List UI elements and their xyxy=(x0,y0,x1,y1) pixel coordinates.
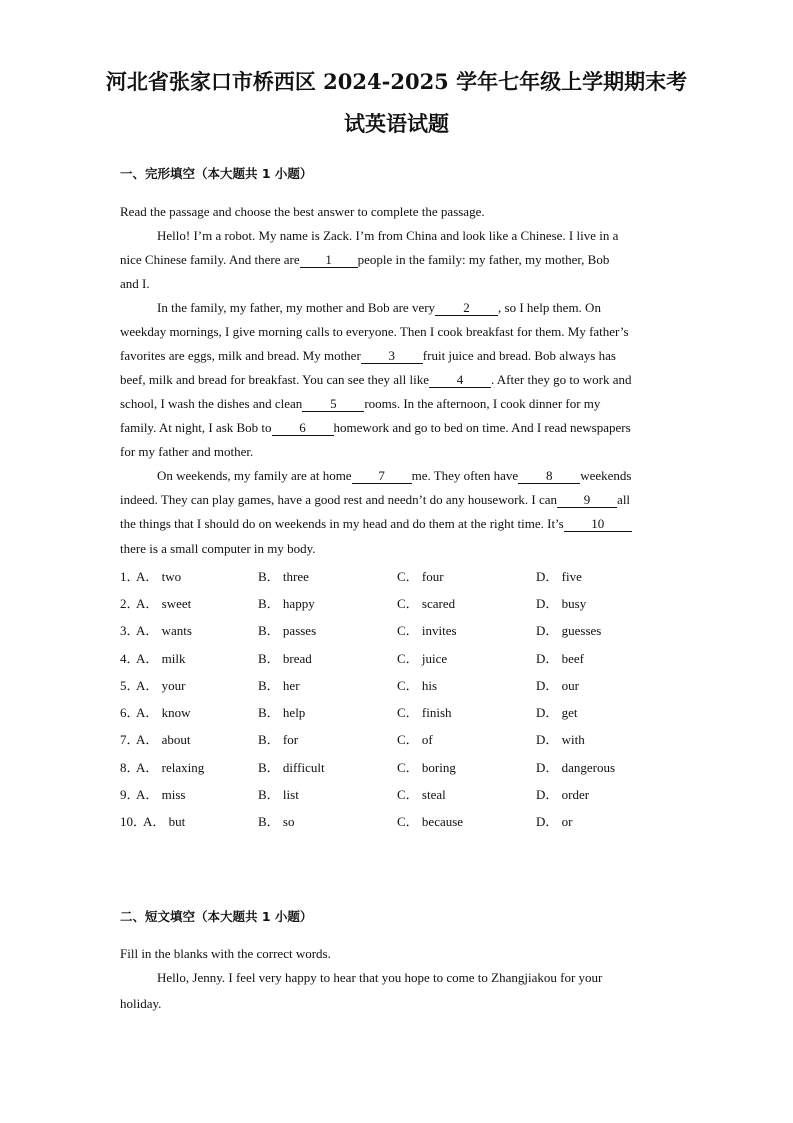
option-a[interactable]: A． relaxing xyxy=(136,760,205,775)
passage-text: favorites are eggs, milk and bread. My mother xyxy=(120,348,361,363)
question-row xyxy=(120,620,680,638)
question-number: 3． xyxy=(120,623,140,638)
passage-line xyxy=(120,396,600,412)
passage-line: Hello! I’m a robot. My name is Zack. I’m from China and look like a Chinese. I live in a xyxy=(157,228,619,243)
question-row xyxy=(120,784,680,802)
question-row xyxy=(120,593,680,611)
option-c[interactable]: C． steal xyxy=(397,787,446,802)
passage-text: me. They often have xyxy=(411,468,519,483)
option-b[interactable]: B． her xyxy=(258,678,300,693)
option-c[interactable]: C． juice xyxy=(397,651,448,666)
passage-text: weekends xyxy=(580,468,632,483)
passage-line xyxy=(157,300,601,316)
question-number: 9． xyxy=(120,787,140,802)
blank-3[interactable]: 3 xyxy=(361,349,423,364)
passage-line xyxy=(120,372,631,388)
passage-line xyxy=(120,516,632,532)
passage-text: In the family, my father, my mother and Bob are very xyxy=(157,300,436,315)
section2-heading: 二、短文填空（本大题共 1 小题） xyxy=(120,909,313,924)
option-a[interactable]: A． two xyxy=(136,569,182,584)
passage-text: , so I help them. On xyxy=(498,300,601,315)
option-a[interactable]: A． miss xyxy=(136,787,186,802)
question-row xyxy=(120,702,680,720)
option-c[interactable]: C． invites xyxy=(397,623,457,638)
option-d[interactable]: D． order xyxy=(536,787,590,802)
section2-instruction: Fill in the blanks with the correct words. xyxy=(120,946,331,961)
option-a[interactable]: A． milk xyxy=(136,651,186,666)
passage-line xyxy=(120,492,630,508)
question-number: 5． xyxy=(120,678,140,693)
option-c[interactable]: C． scared xyxy=(397,596,456,611)
passage-text: all xyxy=(617,492,631,507)
blank-7[interactable]: 7 xyxy=(352,469,412,484)
passage-text: rooms. In the afternoon, I cook dinner for my xyxy=(364,396,601,411)
option-b[interactable]: B． passes xyxy=(258,623,317,638)
option-d[interactable]: D． beef xyxy=(536,651,585,666)
option-b[interactable]: B． so xyxy=(258,814,295,829)
option-d[interactable]: D． five xyxy=(536,569,582,584)
document-title-line2: 试英语试题 xyxy=(344,111,449,136)
blank-5[interactable]: 5 xyxy=(302,397,364,412)
passage-line: Hello, Jenny. I feel very happy to hear that you hope to come to Zhangjiakou for your xyxy=(157,970,603,985)
option-c[interactable]: C． four xyxy=(397,569,444,584)
option-b[interactable]: B． list xyxy=(258,787,299,802)
passage-line: holiday. xyxy=(120,996,162,1011)
option-d[interactable]: D． dangerous xyxy=(536,760,616,775)
option-c[interactable]: C． of xyxy=(397,732,433,747)
blank-6[interactable]: 6 xyxy=(272,421,334,436)
passage-text: fruit juice and bread. Bob always has xyxy=(422,348,616,363)
section1-instruction: Read the passage and choose the best answer to complete the passage. xyxy=(120,204,485,219)
passage-text: family. At night, I ask Bob to xyxy=(120,420,272,435)
passage-line xyxy=(120,348,616,364)
option-a[interactable]: A． sweet xyxy=(136,596,192,611)
question-number: 2． xyxy=(120,596,140,611)
blank-2[interactable]: 2 xyxy=(435,301,498,316)
question-row xyxy=(120,648,680,666)
option-d[interactable]: D． with xyxy=(536,732,585,747)
passage-line: for my father and mother. xyxy=(120,444,254,459)
passage-text: On weekends, my family are at home xyxy=(157,468,352,483)
passage-text: indeed. They can play games, have a good rest and needn’t do any housework. I can xyxy=(120,492,558,507)
option-b[interactable]: B． help xyxy=(258,705,306,720)
question-number: 6． xyxy=(120,705,140,720)
option-c[interactable]: C． because xyxy=(397,814,464,829)
question-number: 7． xyxy=(120,732,140,747)
question-number: 1． xyxy=(120,569,140,584)
question-row xyxy=(120,566,680,584)
option-b[interactable]: B． happy xyxy=(258,596,315,611)
question-row xyxy=(120,729,680,747)
question-row xyxy=(120,811,680,829)
question-row xyxy=(120,675,680,693)
option-b[interactable]: B． for xyxy=(258,732,299,747)
question-number: 8． xyxy=(120,760,140,775)
passage-text: school, I wash the dishes and clean xyxy=(120,396,303,411)
option-a[interactable]: A． wants xyxy=(136,623,192,638)
option-d[interactable]: D． get xyxy=(536,705,578,720)
option-a[interactable]: A． but xyxy=(143,814,186,829)
option-d[interactable]: D． our xyxy=(536,678,579,693)
option-a[interactable]: A． know xyxy=(136,705,191,720)
blank-10[interactable]: 10 xyxy=(564,517,632,532)
passage-line: and I. xyxy=(120,276,150,291)
passage-text: people in the family: my father, my mother, Bob xyxy=(357,252,610,267)
question-row xyxy=(120,757,680,775)
question-number: 4． xyxy=(120,651,140,666)
passage-line xyxy=(157,468,631,484)
option-b[interactable]: B． three xyxy=(258,569,309,584)
option-d[interactable]: D． guesses xyxy=(536,623,602,638)
passage-text: . After they go to work and xyxy=(491,372,632,387)
blank-1[interactable]: 1 xyxy=(300,253,358,268)
option-d[interactable]: D． or xyxy=(536,814,573,829)
option-c[interactable]: C． boring xyxy=(397,760,456,775)
passage-text: nice Chinese family. And there are xyxy=(120,252,300,267)
option-b[interactable]: B． bread xyxy=(258,651,312,666)
passage-line: weekday mornings, I give morning calls to everyone. Then I cook breakfast for them. My father’s xyxy=(120,324,629,339)
question-number: 10． xyxy=(120,814,147,829)
passage-text: the things that I should do on weekends in my head and do them at the right time. It’s xyxy=(120,516,564,531)
passage-text: beef, milk and bread for breakfast. You can see they all like xyxy=(120,372,430,387)
option-a[interactable]: A． your xyxy=(136,678,186,693)
section1-heading: 一、完形填空（本大题共 1 小题） xyxy=(120,166,313,181)
option-d[interactable]: D． busy xyxy=(536,596,587,611)
passage-line: there is a small computer in my body. xyxy=(120,541,316,556)
option-c[interactable]: C． finish xyxy=(397,705,452,720)
option-b[interactable]: B． difficult xyxy=(258,760,325,775)
passage-line xyxy=(120,420,631,436)
blank-9[interactable]: 9 xyxy=(557,493,617,508)
passage-line xyxy=(120,252,609,268)
option-c[interactable]: C． his xyxy=(397,678,438,693)
blank-4[interactable]: 4 xyxy=(429,373,491,388)
blank-8[interactable]: 8 xyxy=(518,469,580,484)
document-title-line1: 河北省张家口市桥西区 2024-2025 学年七年级上学期期末考 xyxy=(105,69,688,94)
option-a[interactable]: A． about xyxy=(136,732,191,747)
passage-text: homework and go to bed on time. And I read newspapers xyxy=(333,420,631,435)
